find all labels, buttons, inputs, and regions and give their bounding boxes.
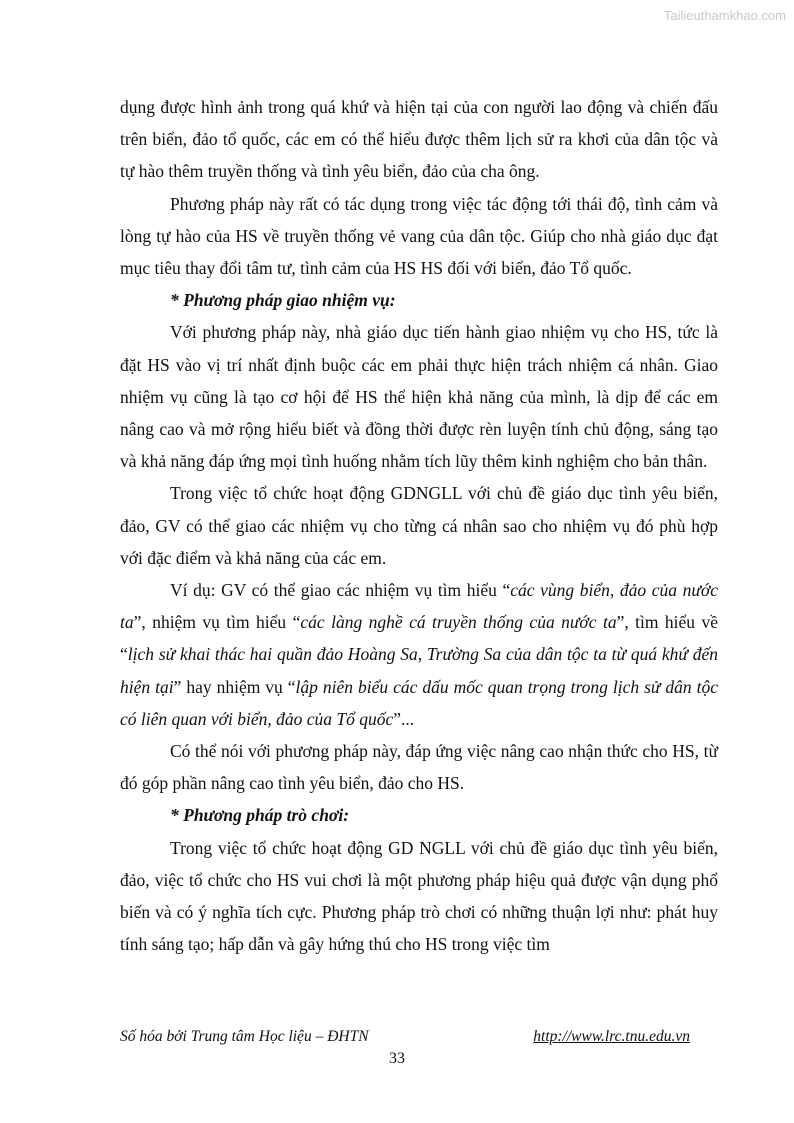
example-text: ” hay nhiệm vụ “ bbox=[173, 676, 296, 697]
page-number: 33 bbox=[389, 1050, 405, 1067]
watermark: Tailieuthamkhao.com bbox=[663, 8, 786, 23]
paragraph-continuation: dụng được hình ảnh trong quá khứ và hiện tại của con người lao động và chiến đấu trên biển, đảo tổ quốc, các em có thể hiểu được thêm lịch sử ra khơi của dân tộc và tự hào thêm truyền thống và tình yêu biển, đảo của cha ông. bbox=[120, 97, 718, 182]
section-heading-games: * Phương pháp trò chơi: bbox=[170, 805, 350, 826]
example-italic: lịch sử khai thác hai quần đảo Hoàng Sa, Trường Sa của dân tộc ta từ quá khứ đến hiện tại bbox=[120, 644, 718, 697]
example-text: ”, tìm hiểu về “ bbox=[120, 612, 718, 665]
body-text bbox=[120, 91, 718, 960]
paragraph: Phương pháp này rất có tác dụng trong việc tác động tới thái độ, tình cảm và lòng tự hào của HS về truyền thống vẻ vang của dân tộc. Giúp cho nhà giáo dục đạt mục tiêu thay đổi tâm tư, tình cảm của HS HS đối với biển, đảo Tổ quốc. bbox=[120, 193, 718, 279]
example-italic: các làng nghề cá truyền thống của nước ta bbox=[300, 612, 617, 633]
paragraph: Với phương pháp này, nhà giáo dục tiến hành giao nhiệm vụ cho HS, tức là đặt HS vào vị trí nhất định buộc các em phải thực hiện trách nhiệm cá nhân. Giao nhiệm vụ cũng là tạo cơ hội để HS thể hiện khả năng của mình, là dịp để các em nâng cao và mở rộng hiểu biết và đồng thời được rèn luyện tính chủ động, sáng tạo và khả năng đáp ứng mọi tình huống nhằm tích lũy thêm kinh nghiệm cho bản thân. bbox=[120, 322, 718, 472]
example-text: Ví dụ: GV có thể giao các nhiệm vụ tìm hiểu “ bbox=[170, 580, 511, 601]
example-text: ”... bbox=[393, 708, 415, 729]
paragraph-example bbox=[120, 574, 718, 735]
example-italic: lập niên biểu các dấu mốc quan trọng trong lịch sử dân tộc có liên quan với biển, đảo của Tổ quốc bbox=[120, 676, 719, 729]
example-text: ”, nhiệm vụ tìm hiểu “ bbox=[133, 612, 301, 633]
paragraph: Trong việc tổ chức hoạt động GD NGLL với chủ đề giáo dục tình yêu biển, đảo, việc tổ chức cho HS vui chơi là một phương pháp hiệu quả được vận dụng phổ biến và có ý nghĩa tích cực. Phương pháp trò chơi có những thuận lợi như: phát huy tính sáng tạo; hấp dẫn và gây hứng thú cho HS trong việc tìm bbox=[120, 837, 718, 955]
example-italic: các vùng biển, đảo của nước ta bbox=[120, 580, 719, 633]
section-heading-assign-tasks: * Phương pháp giao nhiệm vụ: bbox=[170, 290, 396, 311]
footer-link[interactable]: http://www.lrc.tnu.edu.vn bbox=[533, 1028, 690, 1045]
footer-source: Số hóa bởi Trung tâm Học liệu – ĐHTN bbox=[120, 1028, 369, 1045]
paragraph: Trong việc tổ chức hoạt động GDNGLL với chủ đề giáo dục tình yêu biển, đảo, GV có thể giao các nhiệm vụ cho từng cá nhân sao cho nhiệm vụ đó phù hợp với đặc điểm và khả năng của các em. bbox=[120, 483, 718, 568]
paragraph: Có thể nói với phương pháp này, đáp ứng việc nâng cao nhận thức cho HS, từ đó góp phần nâng cao tình yêu biển, đảo cho HS. bbox=[120, 741, 718, 794]
